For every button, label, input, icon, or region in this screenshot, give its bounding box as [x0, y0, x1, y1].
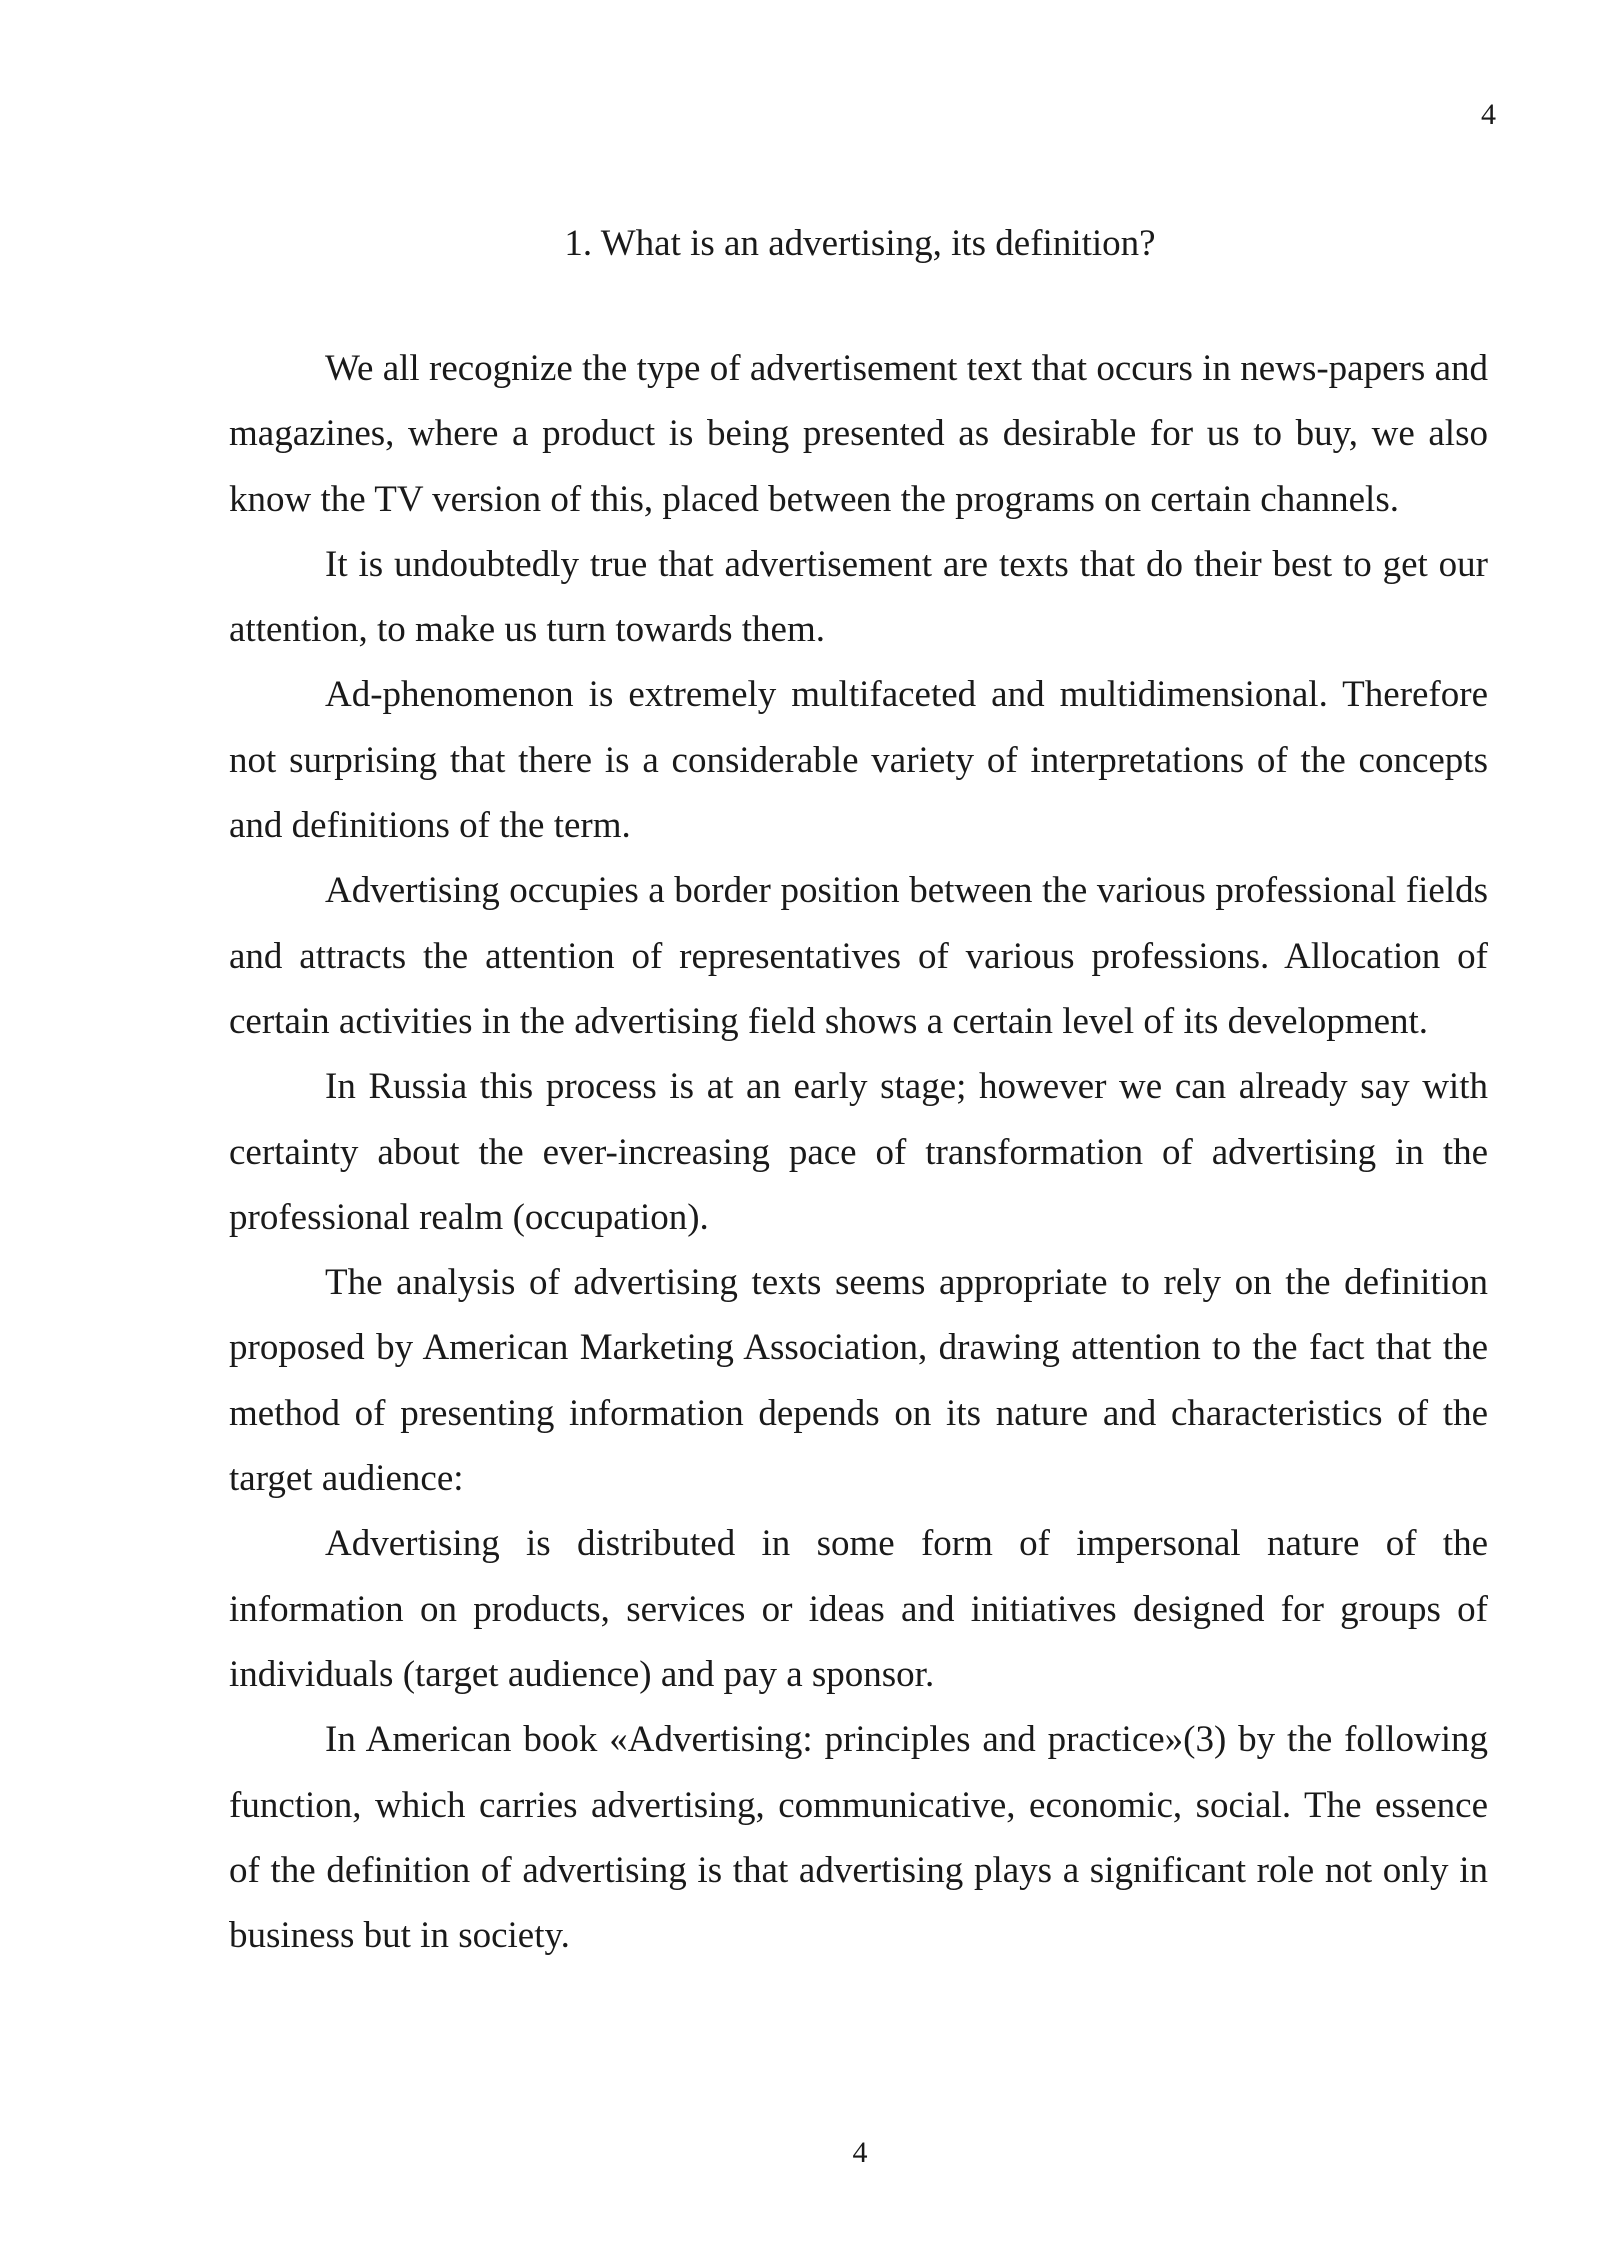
paragraph: Advertising occupies a border position between the various professional fields and attracts the attention of representatives of various professions. Allocation of certain activities in the advertising field shows a certain level of its development.	[229, 870, 1488, 1042]
body-text	[229, 336, 1488, 1968]
paragraph: Ad-phenomenon is extremely multifaceted and multidimensional. Therefore not surprising that there is a considerable variety of interpretations of the concepts and definitions of the term.	[229, 674, 1488, 847]
paragraph: In American book «Advertising: principles and practice»(3) by the following function, which carries advertising, communicative, economic, social. The essence of the definition of advertising is that advertising plays a significant role not only in business but in society.	[229, 1719, 1488, 1957]
section-heading: 1. What is an advertising, its definition?	[564, 223, 1156, 264]
paragraph: The analysis of advertising texts seems appropriate to rely on the definition proposed by American Marketing Association, drawing attention to the fact that the method of presenting information depends on its nature and characteristics of the target audience:	[229, 1262, 1488, 1500]
page-number-top: 4	[1481, 98, 1496, 131]
page-number-bottom: 4	[852, 2136, 868, 2169]
paragraph: Advertising is distributed in some form of impersonal nature of the information on products, services or ideas and initiatives designed for groups of individuals (target audience) and pay a sponsor.	[229, 1523, 1488, 1695]
paragraph: It is undoubtedly true that advertisement are texts that do their best to get our attention, to make us turn towards them.	[229, 543, 1488, 651]
paragraph: We all recognize the type of advertisement text that occurs in news-papers and magazines, where a product is being presented as desirable for us to buy, we also know the TV version of this, placed between the programs on certain channels.	[229, 348, 1488, 520]
paragraph: In Russia this process is at an early stage; however we can already say with certainty about the ever-increasing pace of transformation of advertising in the professional realm (occupation).	[229, 1066, 1488, 1238]
